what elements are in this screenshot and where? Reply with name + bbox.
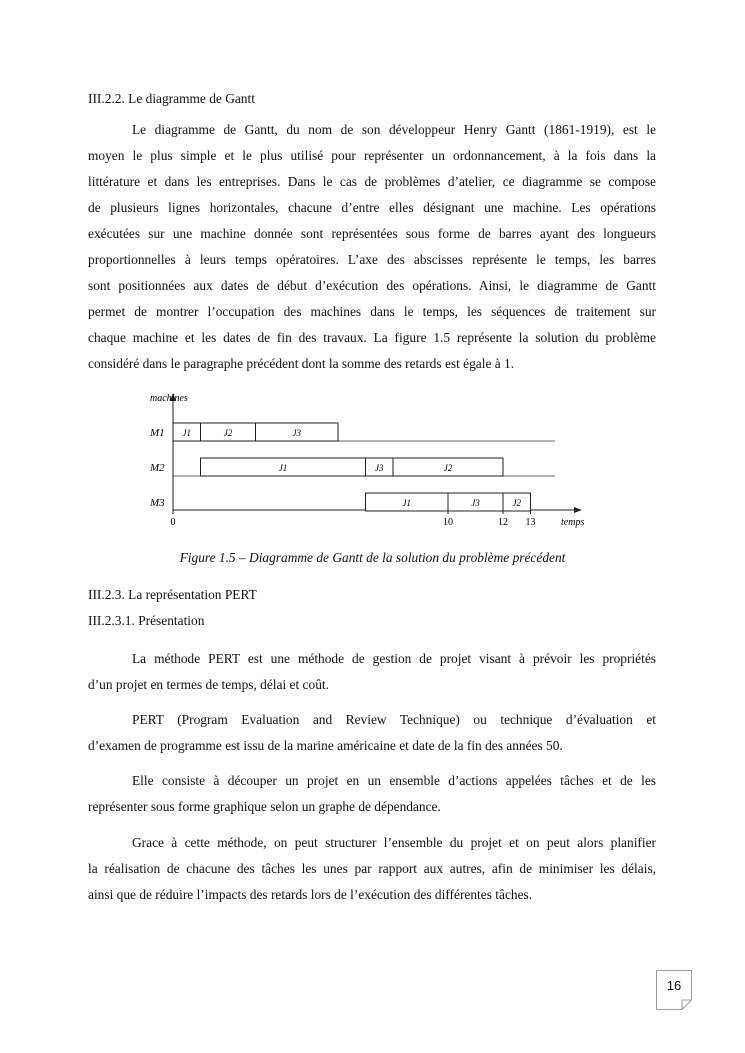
x-axis-arrow: [574, 507, 582, 513]
x-tick-label: 12: [498, 517, 508, 528]
gantt-bar-label: J2: [512, 498, 521, 508]
paragraph-line: proportionnelles à leurs temps opératoires. L’axe des abscisses représente le temps, les barres: [88, 252, 656, 267]
x-tick-label: 10: [443, 517, 453, 528]
x-tick-label: 13: [525, 517, 536, 528]
subsection-heading-presentation: III.2.3.1. Présentation: [88, 613, 205, 628]
paragraph-line: chaque machine et les dates de fin des travaux. La figure 1.5 représente la solution du problème: [88, 330, 656, 345]
section-heading-pert: III.2.3. La représentation PERT: [88, 587, 257, 602]
page-number: 16: [666, 978, 682, 993]
paragraph-line: ainsi que de réduire l’impacts des retards lors de l’exécution des différentes tâches.: [88, 887, 533, 902]
paragraph-line: exécutées sur une machine donnée sont représentées sous forme de barres ayant des longueurs: [88, 226, 656, 241]
x-tick-label: 0: [170, 517, 176, 528]
gantt-marks: [149, 423, 536, 528]
y-axis-label: machines: [150, 393, 188, 404]
gantt-bar-label: J1: [278, 463, 288, 473]
paragraph-line: de plusieurs lignes horizontales, chacune d’entre elles désignant une machine. Les opérations: [88, 200, 656, 215]
paragraph-line: la réalisation de chacune des tâches les unes par rapport aux autres, afin de minimiser les délais,: [88, 861, 656, 876]
gantt-bar-label: J2: [223, 428, 233, 438]
paragraph-line: d’examen de programme est issu de la marine américaine et date de la fin des années 50.: [88, 738, 563, 753]
gantt-bar-label: J3: [375, 463, 384, 473]
paragraph-line: littérature et dans les entreprises. Dans le cas de problèmes d’atelier, ce diagramme se compose: [88, 174, 656, 189]
gantt-bar-label: J3: [292, 428, 301, 438]
paragraph-line: La méthode PERT est une méthode de gestion de projet visant à prévoir les propriétés: [132, 651, 656, 666]
section-heading-gantt: III.2.2. Le diagramme de Gantt: [88, 91, 255, 106]
paragraph-line: Elle consiste à découper un projet en un ensemble d’actions appelées tâches et de les: [132, 773, 656, 788]
paragraph-line: permet de montrer l’occupation des machines dans le temps, les séquences de traitement sur: [88, 304, 656, 319]
page-number-box: [656, 970, 692, 1010]
figure-caption: Figure 1.5 – Diagramme de Gantt de la solution du problème précédent: [179, 550, 566, 565]
machine-label-m1: M1: [150, 427, 165, 439]
paragraph-line: Le diagramme de Gantt, du nom de son développeur Henry Gantt (1861-1919), est le: [132, 122, 656, 137]
paragraph-line: moyen le plus simple et le plus utilisé pour représenter un ordonnancement, à la fois dans la: [88, 148, 656, 163]
machine-label-m3: M3: [150, 497, 165, 509]
paragraph-line: Grace à cette méthode, on peut structurer l’ensemble du projet et on peut alors planifier: [132, 835, 656, 850]
paragraph-line: PERT (Program Evaluation and Review Technique) ou technique d’évaluation et: [132, 712, 656, 727]
paragraph-line: considéré dans le paragraphe précédent dont la somme des retards est égale à 1.: [88, 356, 515, 371]
gantt-bar-label: J2: [443, 463, 453, 473]
gantt-bar-label: J1: [182, 428, 191, 438]
machine-label-m2: M2: [150, 462, 165, 474]
paragraph-line: sont positionnées aux dates de début d’exécution des opérations. Ainsi, le diagramme de Gantt: [88, 278, 656, 293]
gantt-bar-label: J3: [471, 498, 480, 508]
x-axis-label: temps: [561, 517, 585, 528]
gantt-chart: [0, 385, 745, 535]
paragraph-line: d’un projet en termes de temps, délai et coût.: [88, 677, 329, 692]
gantt-bar-label: J1: [402, 498, 411, 508]
paragraph-line: représenter sous forme graphique selon un graphe de dépendance.: [88, 799, 441, 814]
